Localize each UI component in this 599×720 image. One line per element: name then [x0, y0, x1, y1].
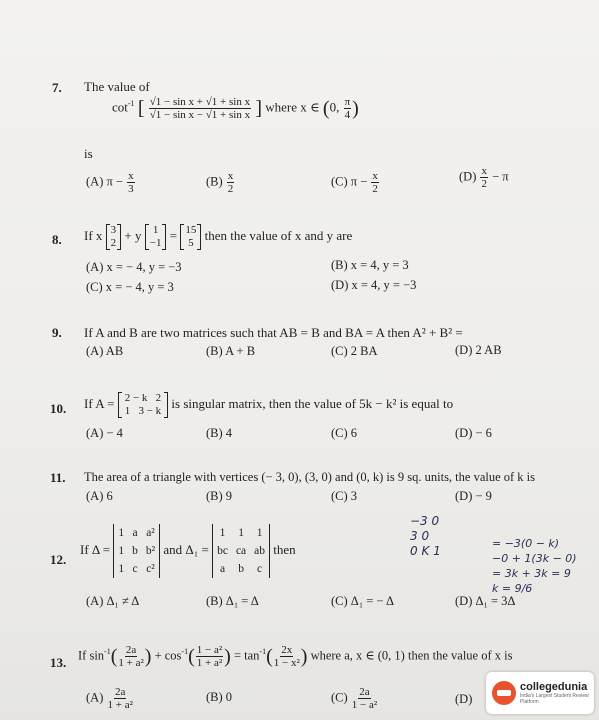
- q9-option-b[interactable]: (B) A + B: [206, 344, 256, 358]
- q7-opt-d-num: x: [481, 165, 487, 177]
- q8-m2-r2: −1: [149, 237, 162, 249]
- q8-plus-y: + y: [124, 227, 142, 243]
- q7-expression: $\cot^{-1}$ [ $\frac{\text{√1 − sin x + √1 + sin x}}{\text{√1 − sin x − √1 + sin x}}$ ] where x ∈ (0, $\frac{\pi}{4}$ ): [112, 96, 359, 121]
- q13-option-c[interactable]: [331, 686, 378, 711]
- q7-opt-c-label: (C): [331, 174, 348, 189]
- q7-option-d[interactable]: [459, 165, 509, 190]
- q8-option-c[interactable]: (C) x = − 4, y = 3: [86, 280, 174, 294]
- cap-icon: [492, 681, 516, 705]
- handwritten-matrix: −3 0 3 0 0 K 1: [410, 514, 441, 558]
- q8-matrix-3: [180, 224, 201, 250]
- q10-number: 10.: [50, 401, 67, 416]
- q8-matrix-2: [145, 224, 167, 250]
- q10-option-b[interactable]: (B) 4: [206, 426, 233, 440]
- q7-opt-c-pre: π −: [350, 174, 368, 189]
- q7-opt-b-label: (B): [206, 174, 223, 189]
- q13-opt-c-label: (C): [331, 690, 348, 705]
- q13-option-a[interactable]: [86, 686, 134, 711]
- collegedunia-logo[interactable]: [486, 672, 594, 714]
- q11-option-c[interactable]: (C) 3: [331, 489, 358, 503]
- q7-where: where x ∈: [265, 99, 320, 115]
- q12-determinant-1: 1 a a² 1 b b² 1 c c²: [113, 524, 160, 578]
- q8-m2-r1: 1: [152, 224, 159, 236]
- q13-cos: + cos: [154, 648, 182, 663]
- q9-number: 9.: [52, 325, 62, 340]
- q9-option-a[interactable]: (A) AB: [86, 344, 124, 358]
- q10-matrix: [118, 392, 168, 418]
- q8-tail: then the value of x and y are: [204, 227, 353, 243]
- q7-is: is: [84, 146, 93, 161]
- q10-a12: 2: [155, 392, 162, 404]
- q10-stem: [84, 392, 453, 418]
- q7-fraction: [149, 96, 251, 121]
- q7-interval-den: 4: [344, 109, 351, 121]
- q10-if-a: If A =: [84, 395, 115, 411]
- q8-matrix-1: [106, 224, 122, 250]
- q10-option-a[interactable]: (A) − 4: [86, 426, 123, 440]
- q9-option-d[interactable]: (D) 2 AB: [455, 343, 502, 357]
- q7-opt-b-den: 2: [227, 183, 234, 195]
- q7-opt-d-label: (D): [459, 169, 477, 184]
- q11-option-b[interactable]: (B) 9: [206, 489, 233, 503]
- q13-opt-a-label: (A): [86, 690, 104, 705]
- q8-m3-r1: 15: [185, 224, 197, 236]
- q7-opt-c-num: x: [372, 170, 378, 182]
- q7-sup: -1: [127, 99, 135, 109]
- q13-opt-c-den: 1 − a²: [351, 699, 378, 711]
- q7-interval-num: π: [344, 96, 351, 108]
- q10-option-c[interactable]: (C) 6: [331, 426, 358, 440]
- q12-stem: [80, 524, 296, 578]
- q12-option-a[interactable]: (A) Δ₁ ≠ Δ: [86, 594, 140, 608]
- q9-option-c[interactable]: (C) 2 BA: [331, 344, 378, 358]
- q12-and-delta1: and Δ₁ =: [163, 541, 209, 557]
- q7-opt-a-label: (A): [86, 174, 104, 189]
- q13-sin: If sin: [78, 648, 105, 663]
- q7-opt-d-den: 2: [481, 178, 487, 190]
- q10-a11: 2 − k: [124, 392, 148, 404]
- q7-interval-lo: 0,: [329, 99, 340, 115]
- logo-name: collegedunia: [520, 681, 588, 693]
- q8-option-b[interactable]: (B) x = 4, y = 3: [331, 258, 409, 272]
- q12-then: then: [273, 541, 296, 557]
- q8-eq: =: [169, 227, 178, 243]
- logo-tagline: India's Largest Student Review Platform: [520, 693, 589, 705]
- q8-option-a[interactable]: (A) x = − 4, y = −3: [86, 260, 182, 274]
- q13-tail: where a, x ∈ (0, 1) then the value of x is: [310, 648, 513, 663]
- q13-option-b[interactable]: (B) 0: [206, 690, 233, 704]
- q8-option-d[interactable]: (D) x = 4, y = −3: [331, 278, 417, 292]
- q7-opt-d-post: − π: [492, 169, 509, 184]
- q7-opt-a-num: x: [128, 170, 134, 182]
- q7-stem: The value of: [84, 79, 150, 94]
- q11-option-a[interactable]: (A) 6: [86, 489, 113, 503]
- handwritten-work: = −3(0 − k) −0 + 1(3k − 0) = 3k + 3k = 9 k = 9/6: [492, 537, 577, 595]
- q7-option-b[interactable]: [206, 170, 235, 195]
- q13-opt-a-den: 1 + a²: [107, 699, 133, 711]
- q11-stem: The area of a triangle with vertices (− 3, 0), (3, 0) and (0, k) is 9 sq. units, the value of k is: [84, 470, 536, 484]
- q12-number: 12.: [50, 552, 67, 567]
- q7-option-a[interactable]: [86, 170, 136, 195]
- q7-opt-a-den: 3: [128, 183, 134, 195]
- q13-number: 13.: [50, 655, 67, 670]
- q8-m1-r1: 3: [110, 224, 117, 236]
- q7-option-c[interactable]: [331, 170, 380, 195]
- q8-stem: [84, 224, 352, 250]
- q8-m1-r2: 2: [110, 237, 117, 249]
- q7-opt-b-num: x: [227, 170, 234, 182]
- q12-option-c[interactable]: (C) Δ₁ = − Δ: [331, 594, 395, 608]
- q10-tail: is singular matrix, then the value of 5k − k² is equal to: [171, 395, 454, 411]
- q8-number: 8.: [52, 232, 62, 247]
- q7-numerator: √1 − sin x + √1 + sin x: [149, 96, 251, 108]
- q10-option-d[interactable]: (D) − 6: [455, 426, 492, 440]
- q9-stem: If A and B are two matrices such that AB = B and BA = A then A² + B² =: [84, 325, 463, 340]
- q13-opt-c-num: 2a: [359, 686, 370, 698]
- q12-option-d[interactable]: (D) Δ₁ = 3Δ: [455, 594, 516, 608]
- q8-if: If x: [84, 227, 103, 243]
- q11-option-d[interactable]: (D) − 9: [455, 489, 492, 503]
- q12-determinant-2: 1 1 1 bc ca ab a b c: [212, 524, 270, 578]
- q12-option-b[interactable]: (B) Δ₁ = Δ: [206, 594, 259, 608]
- q11-number: 11.: [50, 470, 66, 485]
- q7-opt-c-den: 2: [372, 183, 378, 195]
- q13-tan: = tan: [233, 648, 260, 663]
- q13-stem: If $\sin^{-1}$( $\frac{2a}{\text{1 + a²}}$ ) + $\cos^{-1}$( $\frac{\text{1 − a²}}{\text{1 + a²}}$ ) = $\tan^{-1}$( $\frac{2x}{\text{1 − x²}}$ ) where a, x ∈ (0, 1) then the value of x is: [78, 644, 513, 669]
- q7-denominator: √1 − sin x − √1 + sin x: [149, 109, 251, 121]
- q10-a22: 3 − k: [138, 405, 162, 417]
- q12-if-delta: If Δ =: [80, 541, 111, 557]
- q8-m3-r2: 5: [188, 237, 194, 249]
- q7-cot: cot: [112, 99, 128, 115]
- q10-a21: 1: [124, 405, 131, 417]
- q13-opt-a-num: 2a: [114, 686, 126, 698]
- q7-number: 7.: [52, 80, 62, 95]
- q7-opt-a-pre: π −: [106, 174, 123, 189]
- q13-option-d[interactable]: (D): [455, 692, 473, 706]
